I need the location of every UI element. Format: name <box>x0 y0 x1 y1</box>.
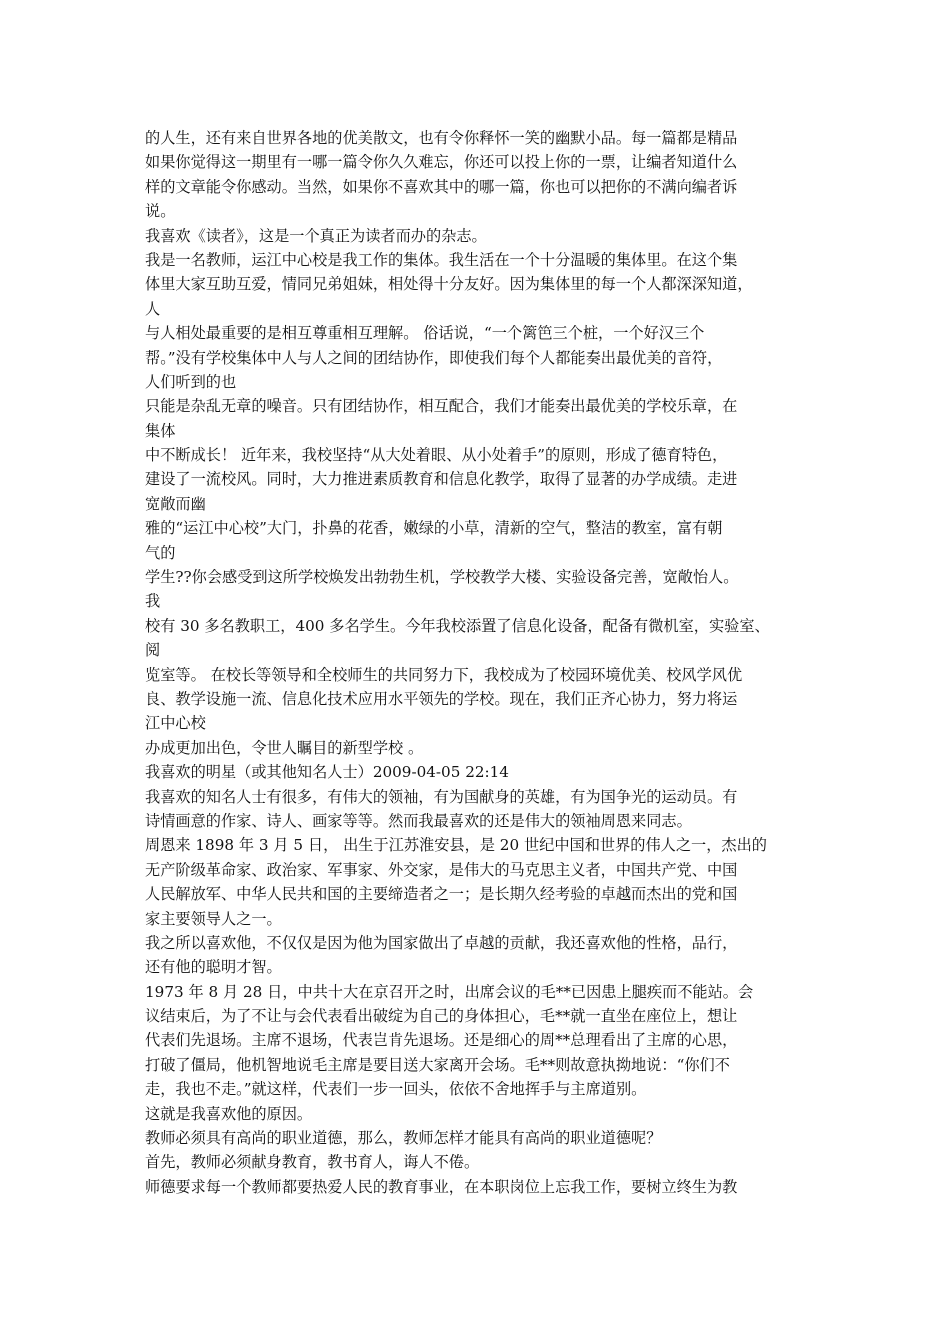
text-line: 览室等。 在校长等领导和全校师生的共同努力下，我校成为了校园环境优美、校风学风优 <box>145 665 743 684</box>
text-line: 学生??你会感受到这所学校焕发出勃勃生机，学校教学大楼、实验设备完善，宽敞怡人。 <box>145 568 739 587</box>
text-line: 议结束后，为了不让与会代表看出破绽为自己的身体担心，毛**就一直坐在座位上，想让 <box>145 1007 738 1026</box>
text-line: 体里大家互助互爱，情同兄弟姐妹，相处得十分友好。因为集体里的每一个人都深深知道， <box>145 275 753 294</box>
text-line: 帮。”没有学校集体中人与人之间的团结协作，即使我们每个人都能奏出最优美的音符， <box>145 348 723 367</box>
text-line: 雅的“运江中心校”大门，扑鼻的花香，嫩绿的小草，清新的空气，整洁的教室，富有朝 <box>145 519 723 538</box>
text-line: 只能是杂乱无章的噪音。只有团结协作，相互配合，我们才能奏出最优美的学校乐章，在 <box>145 397 738 416</box>
text-line: 首先，教师必须献身教育，教书育人，诲人不倦。 <box>145 1153 480 1172</box>
text-line: 良、教学设施一流、信息化技术应用水平领先的学校。现在，我们正齐心协力，努力将运 <box>145 689 738 708</box>
text-line: 校有 30 多名教职工，400 多名学生。今年我校添置了信息化设备，配备有微机室，实验室、 <box>145 616 770 635</box>
text-line: 我是一名教师，运江中心校是我工作的集体。我生活在一个十分温暖的集体里。在这个集 <box>145 250 738 269</box>
text-line: 走，我也不走。”就这样，代表们一步一回头，依依不舍地挥手与主席道别。 <box>145 1080 647 1099</box>
text-line: 建设了一流校风。同时，大力推进素质教育和信息化教学，取得了显著的办学成绩。走进 <box>145 470 738 489</box>
text-line: 中不断成长！ 近年来，我校坚持“从大处着眼、从小处着手”的原则，形成了德育特色， <box>145 446 728 465</box>
text-line: 师德要求每一个教师都要热爱人民的教育事业，在本职岗位上忘我工作，要树立终生为教 <box>145 1177 738 1196</box>
text-line: 人 <box>145 299 161 318</box>
text-line: 我喜欢的知名人士有很多，有伟大的领袖，有为国献身的英雄，有为国争光的运动员。有 <box>145 787 738 806</box>
text-line: 代表们先退场。主席不退场，代表岂肯先退场。还是细心的周**总理看出了主席的心思， <box>145 1031 738 1050</box>
text-line: 无产阶级革命家、政治家、军事家、外交家，是伟大的马克思主义者，中国共产党、中国 <box>145 860 738 879</box>
text-line: 家主要领导人之一。 <box>145 909 282 928</box>
text-line: 与人相处最重要的是相互尊重相互理解。 俗话说，“一个篱笆三个桩，一个好汉三个 <box>145 324 705 343</box>
text-line: 诗情画意的作家、诗人、画家等等。然而我最喜欢的还是伟大的领袖周恩来同志。 <box>145 811 692 830</box>
text-line: 集体 <box>145 421 176 440</box>
text-line: 如果你觉得这一期里有一哪一篇令你久久难忘，你还可以投上你的一票，让编者知道什么 <box>145 153 738 172</box>
text-line: 还有他的聪明才智。 <box>145 958 282 977</box>
text-line: 办成更加出色，令世人瞩目的新型学校 。 <box>145 738 424 757</box>
text-line: 阅 <box>145 641 161 660</box>
text-line: 打破了僵局，他机智地说毛主席是要目送大家离开会场。毛**则故意执拗地说：“你们不 <box>145 1055 730 1074</box>
text-line: 人们听到的也 <box>145 372 237 391</box>
text-line: 气的 <box>145 543 176 562</box>
text-line: 这就是我喜欢他的原因。 <box>145 1104 313 1123</box>
text-line: 周恩来 1898 年 3 月 5 日， 出生于江苏淮安县，是 20 世纪中国和世界的伟人之一，杰出的 <box>145 836 767 855</box>
text-line: 说。 <box>145 202 176 221</box>
text-line: 江中心校 <box>145 714 206 733</box>
text-line: 教师必须具有高尚的职业道德，那么，教师怎样才能具有高尚的职业道德呢？ <box>145 1129 662 1148</box>
text-line: 我喜欢的明星（或其他知名人士）2009-04-05 22:14 <box>145 763 509 782</box>
text-line: 的人生，还有来自世界各地的优美散文，也有令你释怀一笑的幽默小品。每一篇都是精品 <box>145 129 738 147</box>
text-line: 我 <box>145 592 161 611</box>
text-line: 我之所以喜欢他，不仅仅是因为他为国家做出了卓越的贡献，我还喜欢他的性格，品行， <box>145 933 738 952</box>
body-text <box>145 126 825 1199</box>
text-line: 1973 年 8 月 28 日，中共十大在京召开之时，出席会议的毛**已因患上腿疾而不能站。会 <box>145 982 754 1001</box>
text-line: 样的文章能令你感动。当然，如果你不喜欢其中的哪一篇，你也可以把你的不满向编者诉 <box>145 177 738 196</box>
text-line: 人民解放军、中华人民共和国的主要缔造者之一；是长期久经考验的卓越而杰出的党和国 <box>145 885 738 904</box>
text-line: 我喜欢《读者》，这是一个真正为读者而办的杂志。 <box>145 226 487 245</box>
text-line: 宽敞而幽 <box>145 494 206 513</box>
